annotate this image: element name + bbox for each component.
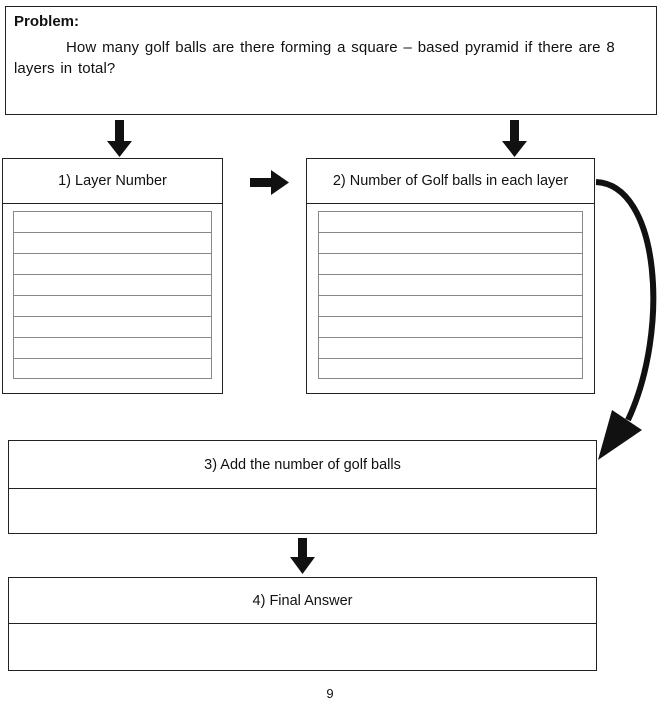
arrow-down-icon (502, 120, 527, 157)
page-number: 9 (326, 686, 334, 701)
arrow-right-icon (250, 170, 289, 195)
step3-label: 3) Add the number of golf balls (204, 456, 401, 473)
curved-arrow-icon (596, 182, 653, 460)
problem-text: How many golf balls are there forming a square – based pyramid if there are 8 layers in total? (14, 39, 615, 77)
step2-label: 2) Number of Golf balls in each layer (332, 173, 569, 189)
arrow-down-icon (290, 538, 315, 574)
step1-label: 1) Layer Number (58, 173, 167, 189)
problem-title: Problem: (14, 13, 80, 30)
arrow-down-icon (107, 120, 132, 157)
step4-label: 4) Final Answer (252, 592, 353, 609)
